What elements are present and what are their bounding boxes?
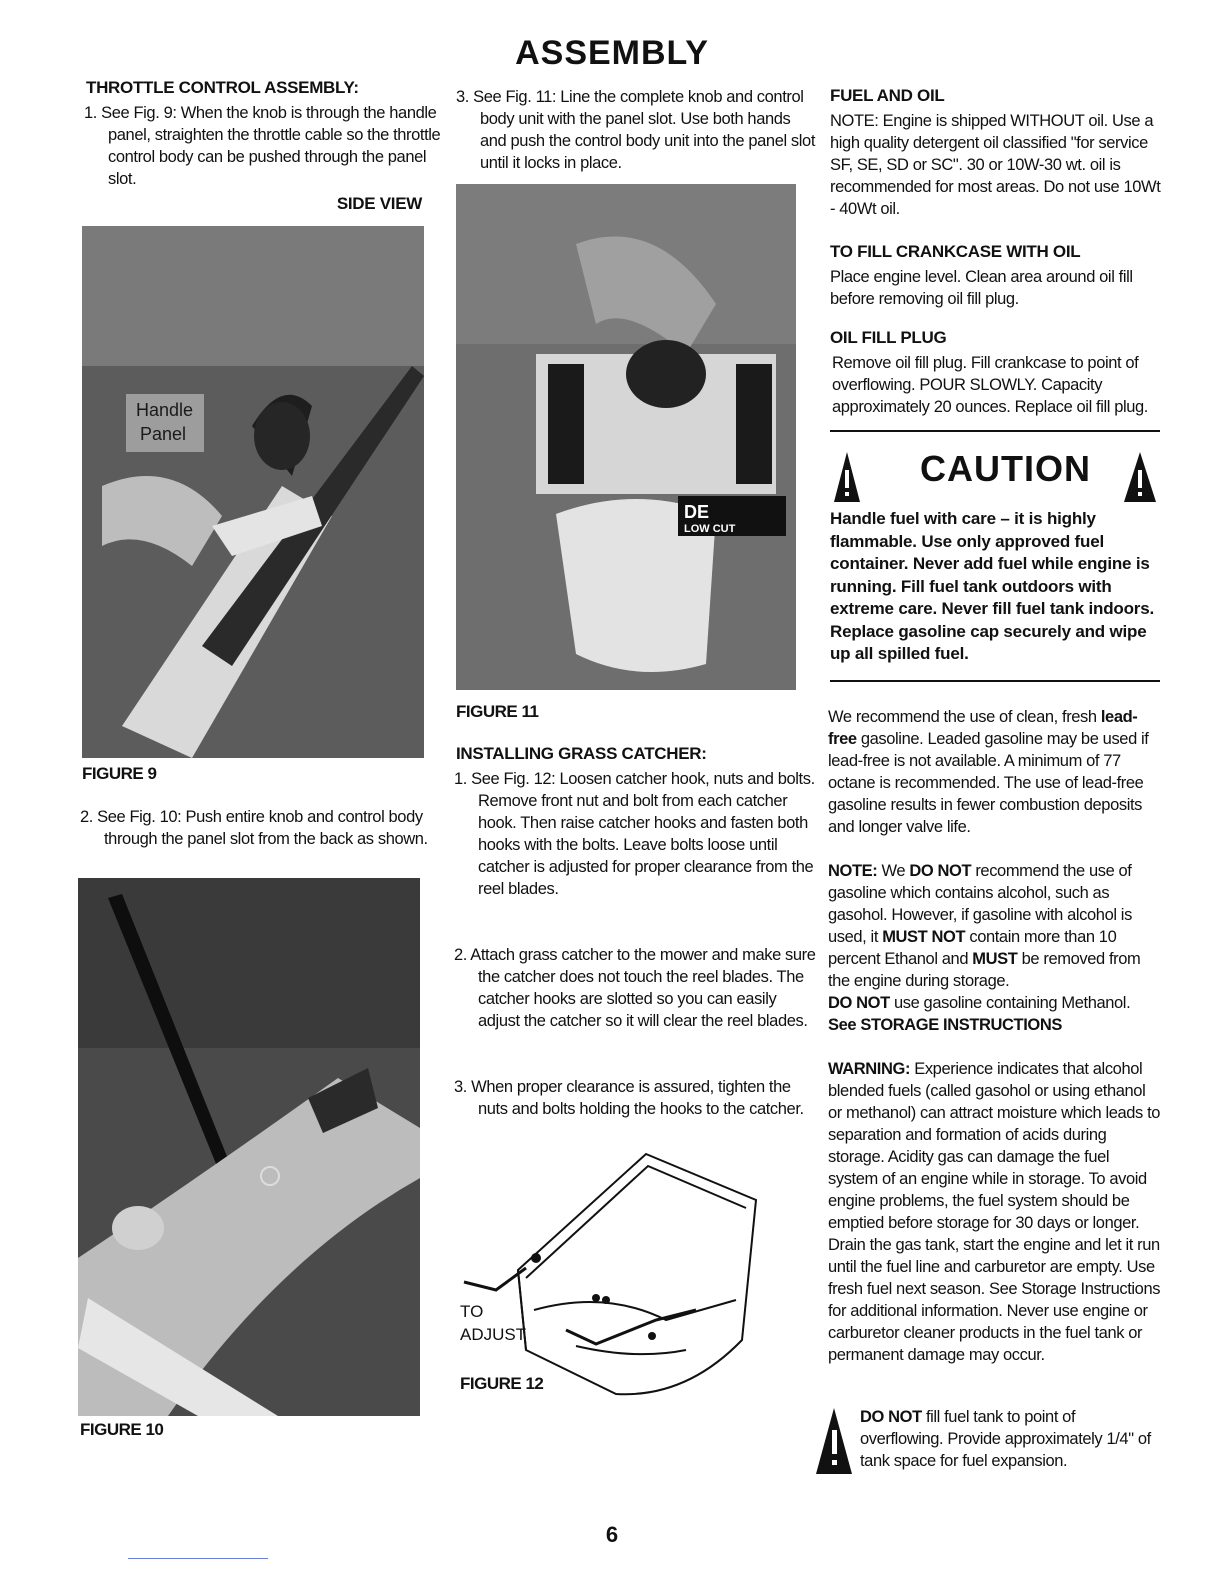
grass-catcher-illustration <box>456 1150 786 1400</box>
warning-triangle-icon-right <box>1124 452 1156 507</box>
methanol-line <box>828 992 1162 1014</box>
crankcase-text: Place engine level. Clean area around oil fill before removing oil fill plug. <box>830 268 1133 308</box>
grass-step-1: 1. See Fig. 12: Loosen catcher hook, nuts and bolts. Remove front nut and bolt from each catcher hook. Then raise catcher hooks and fasten both hooks with the bolts. Leave bolts loose until catcher is adjusted for proper clearance from the reel blades. <box>454 770 815 898</box>
figure-10-drawing <box>78 878 420 1416</box>
figure-9-label: FIGURE 9 <box>82 764 157 783</box>
fig12-adjust-text: ADJUST <box>460 1325 527 1344</box>
caution-text: Handle fuel with care – it is highly flammable. Use only approved fuel container. Never add fuel while engine is running. Fill fuel tank outdoors with extreme care. Never fill fuel tank indoors. Replace gasoline cap securely and wipe up all spilled fuel. <box>830 509 1154 663</box>
fig11-de-text: DE <box>684 502 710 522</box>
grass-step-2: 2. Attach grass catcher to the mower and make sure the catcher does not touch the reel blades. The catcher hooks are slotted so you can easily adjust the catcher so it will clear the reel blades. <box>454 946 816 1030</box>
page-title: ASSEMBLY <box>515 34 709 72</box>
note-b: recommend the use of gasoline which contains alcohol, such as gasohol. However, if gasoline with alcohol is used, it <box>828 862 1132 946</box>
oil-plug-text: Remove oil fill plug. Fill crankcase to point of overflowing. POUR SLOWLY. Capacity approximately 20 ounces. Replace oil fill plug. <box>832 354 1148 416</box>
note-donot: DO NOT <box>909 862 972 880</box>
fuel-oil-note: NOTE: Engine is shipped WITHOUT oil. Use a high quality detergent oil classified "for service SF, SE, SD or SC". 30 or 10W-30 wt. oil is recommended for most areas. Do not use 10Wt - 40Wt oil. <box>830 112 1161 218</box>
throttle-step-2: 2. See Fig. 10: Push entire knob and control body through the panel slot from the back as shown. <box>80 808 428 848</box>
handle-callout-line-2: Panel <box>140 424 187 444</box>
leadfree-post: gasoline. Leaded gasoline may be used if lead-free is not available. A minimum of 77 octane is recommended. The use of lead-free gasoline results in fewer combustion deposits and longer valve life. <box>828 730 1149 836</box>
caution-bottom-divider <box>830 680 1160 682</box>
note-must: MUST <box>972 950 1018 968</box>
grass-step-3: 3. When proper clearance is assured, tighten the nuts and bolts holding the hooks to the catcher. <box>454 1078 804 1118</box>
warning-triangle-icon-left <box>834 452 860 507</box>
throttle-step-3: 3. See Fig. 11: Line the complete knob and control body unit with the panel slot. Use both hands and push the control body unit into the panel slot until it locks in place. <box>456 88 816 172</box>
throttle-step-1: 1. See Fig. 9: When the knob is through the handle panel, straighten the throttle cable so the throttle control body can be pushed through the panel slot. <box>84 104 441 188</box>
handle-panel-callout <box>136 398 193 446</box>
figure-12-callout <box>460 1300 526 1346</box>
handle-callout-line-1: Handle <box>136 400 194 420</box>
warning-triangle-icon-overfill <box>816 1408 852 1479</box>
leadfree-bold: lead-free <box>828 708 1138 748</box>
figure-12-label: FIGURE 12 <box>460 1374 544 1393</box>
figure-9-photo <box>82 226 424 758</box>
oil-plug-heading: OIL FILL PLUG <box>830 328 947 347</box>
figure-10-photo <box>78 878 420 1416</box>
note-a: We <box>877 862 910 880</box>
overfill-warning <box>860 1406 1162 1472</box>
fig12-to-text: TO <box>460 1302 484 1321</box>
fig11-lowcut-text: LOW CUT <box>684 523 736 535</box>
figure-11-label: FIGURE 11 <box>456 702 539 721</box>
note-c: contain more than 10 percent Ethanol and <box>828 928 1117 968</box>
note-mustnot: MUST NOT <box>882 928 966 946</box>
caution-title: CAUTION <box>920 448 1091 489</box>
throttle-heading: THROTTLE CONTROL ASSEMBLY: <box>86 78 359 97</box>
leadfree-paragraph <box>828 706 1162 838</box>
note-d: be removed from the engine during storage. <box>828 950 1141 990</box>
figure-12-drawing <box>456 1150 786 1400</box>
warning-paragraph <box>828 1058 1162 1366</box>
figure-11-photo <box>456 184 796 690</box>
figure-11-drawing <box>456 184 796 690</box>
figure-9-drawing <box>82 226 424 758</box>
bottom-link-rule <box>128 1558 268 1559</box>
storage-reference: See STORAGE INSTRUCTIONS <box>828 1016 1062 1034</box>
crankcase-heading: TO FILL CRANKCASE WITH OIL <box>830 242 1081 261</box>
overfill-text: fill fuel tank to point of overflowing. Provide approximately 1/4" of tank space for fuel expansion. <box>860 1408 1151 1470</box>
figure-10-label: FIGURE 10 <box>80 1420 164 1439</box>
alcohol-note-paragraph <box>828 860 1162 992</box>
warning-text: Experience indicates that alcohol blended fuels (called gasohol or using ethanol or methanol) can attract moisture which leads to separation and formation of acids during storage. Acidity gas can damage the fuel system of an engine while in storage. To avoid engine problems, the fuel system should be emptied before storage for 30 days or longer. Drain the gas tank, start the engine and let it run until the fuel line and carburetor are empty. Use fresh fuel next season. See Storage Instructions for additional information. Never use engine or carburetor cleaner products in the fuel tank or permanent damage may occur. <box>828 1060 1161 1364</box>
note-label: NOTE: <box>828 862 878 880</box>
caution-top-divider <box>830 430 1160 432</box>
warning-label: WARNING: <box>828 1060 911 1078</box>
overfill-bold: DO NOT <box>860 1408 922 1426</box>
methanol-bold: DO NOT <box>828 994 890 1012</box>
fuel-oil-heading: FUEL AND OIL <box>830 86 945 105</box>
leadfree-pre: We recommend the use of clean, fresh <box>828 708 1101 726</box>
methanol-text: use gasoline containing Methanol. <box>889 994 1131 1012</box>
grass-catcher-heading: INSTALLING GRASS CATCHER: <box>456 744 707 763</box>
side-view-label: SIDE VIEW <box>336 194 422 213</box>
page-number: 6 <box>605 1522 619 1547</box>
